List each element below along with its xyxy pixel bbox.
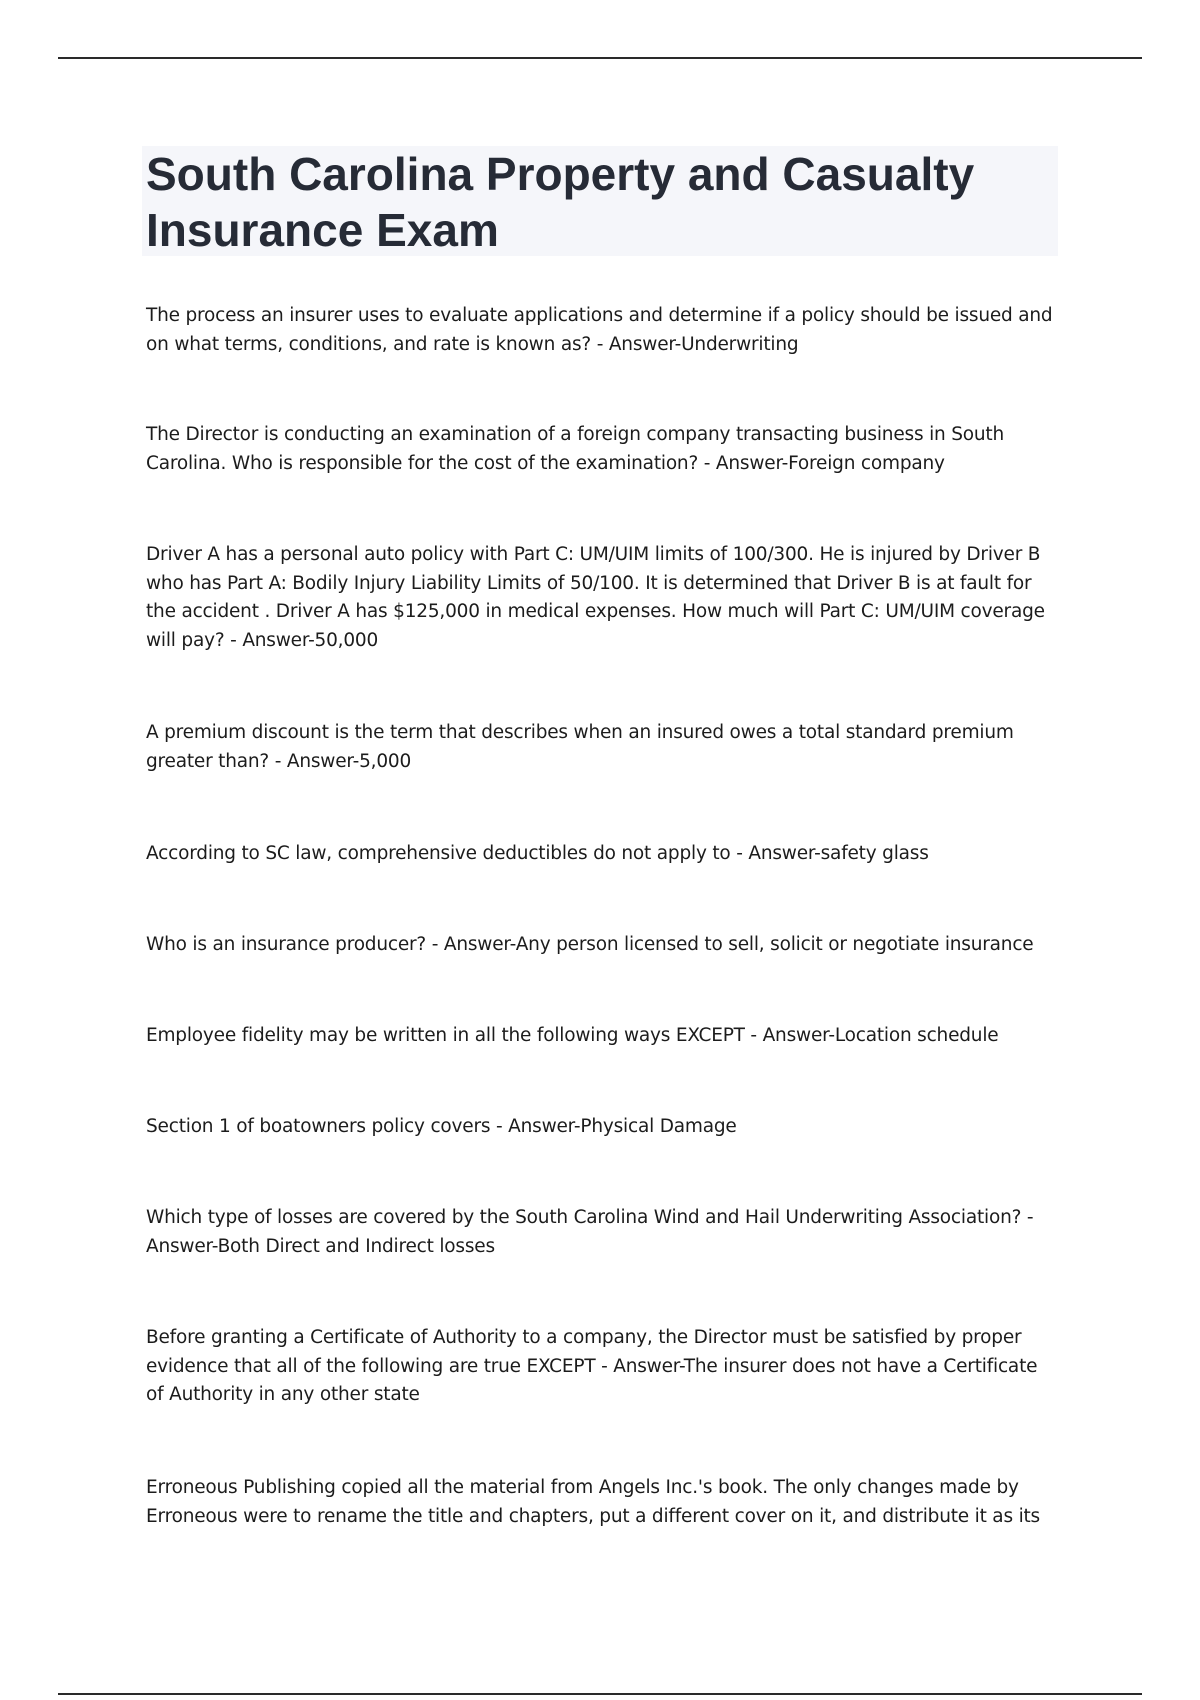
qa-item-8: Section 1 of boatowners policy covers - Answer-Physical Damage: [146, 1116, 737, 1137]
qa-item-1: The process an insurer uses to evaluate applications and determine if a policy should be issued and on what terms, conditions, and rate is known as? - Answer-Underwriting: [146, 305, 1053, 355]
bottom-rule: [58, 1693, 1142, 1695]
qa-item-4: A premium discount is the term that describes when an insured owes a total standard premium greater than? - Answer-5,000: [146, 722, 1014, 772]
qa-item-6: Who is an insurance producer? - Answer-Any person licensed to sell, solicit or negotiate insurance: [146, 934, 1034, 955]
qa-item-5: According to SC law, comprehensive deductibles do not apply to - Answer-safety glass: [146, 843, 929, 864]
top-rule: [58, 57, 1142, 59]
qa-item-7: Employee fidelity may be written in all the following ways EXCEPT - Answer-Location schedule: [146, 1025, 999, 1046]
qa-item-10: Before granting a Certificate of Authority to a company, the Director must be satisfied by proper evidence that all of the following are true EXCEPT - Answer-The insurer does not have a Certificate of Authority in any other state: [146, 1327, 1038, 1405]
qa-item-3: Driver A has a personal auto policy with Part C: UM/UIM limits of 100/300. He is injured by Driver B who has Part A: Bodily Injury Liability Limits of 50/100. It is determined that Driver B is at fault for the accident . Driver A has $125,000 in medical expenses. How much will Part C: UM/UIM coverage will pay? - Answer-50,000: [146, 544, 1045, 651]
qa-item-11: Erroneous Publishing copied all the material from Angels Inc.'s book. The only changes made by Erroneous were to rename the title and chapters, put a different cover on it, and distribute it as its: [146, 1477, 1040, 1527]
qa-item-9: Which type of losses are covered by the South Carolina Wind and Hail Underwriting Association? - Answer-Both Direct and Indirect losses: [146, 1207, 1034, 1257]
title-block: [142, 146, 1058, 256]
page-title: South Carolina Property and Casualty Insurance Exam: [146, 148, 975, 256]
qa-item-2: The Director is conducting an examination of a foreign company transacting business in South Carolina. Who is responsible for the cost of the examination? - Answer-Foreign company: [146, 424, 1004, 474]
